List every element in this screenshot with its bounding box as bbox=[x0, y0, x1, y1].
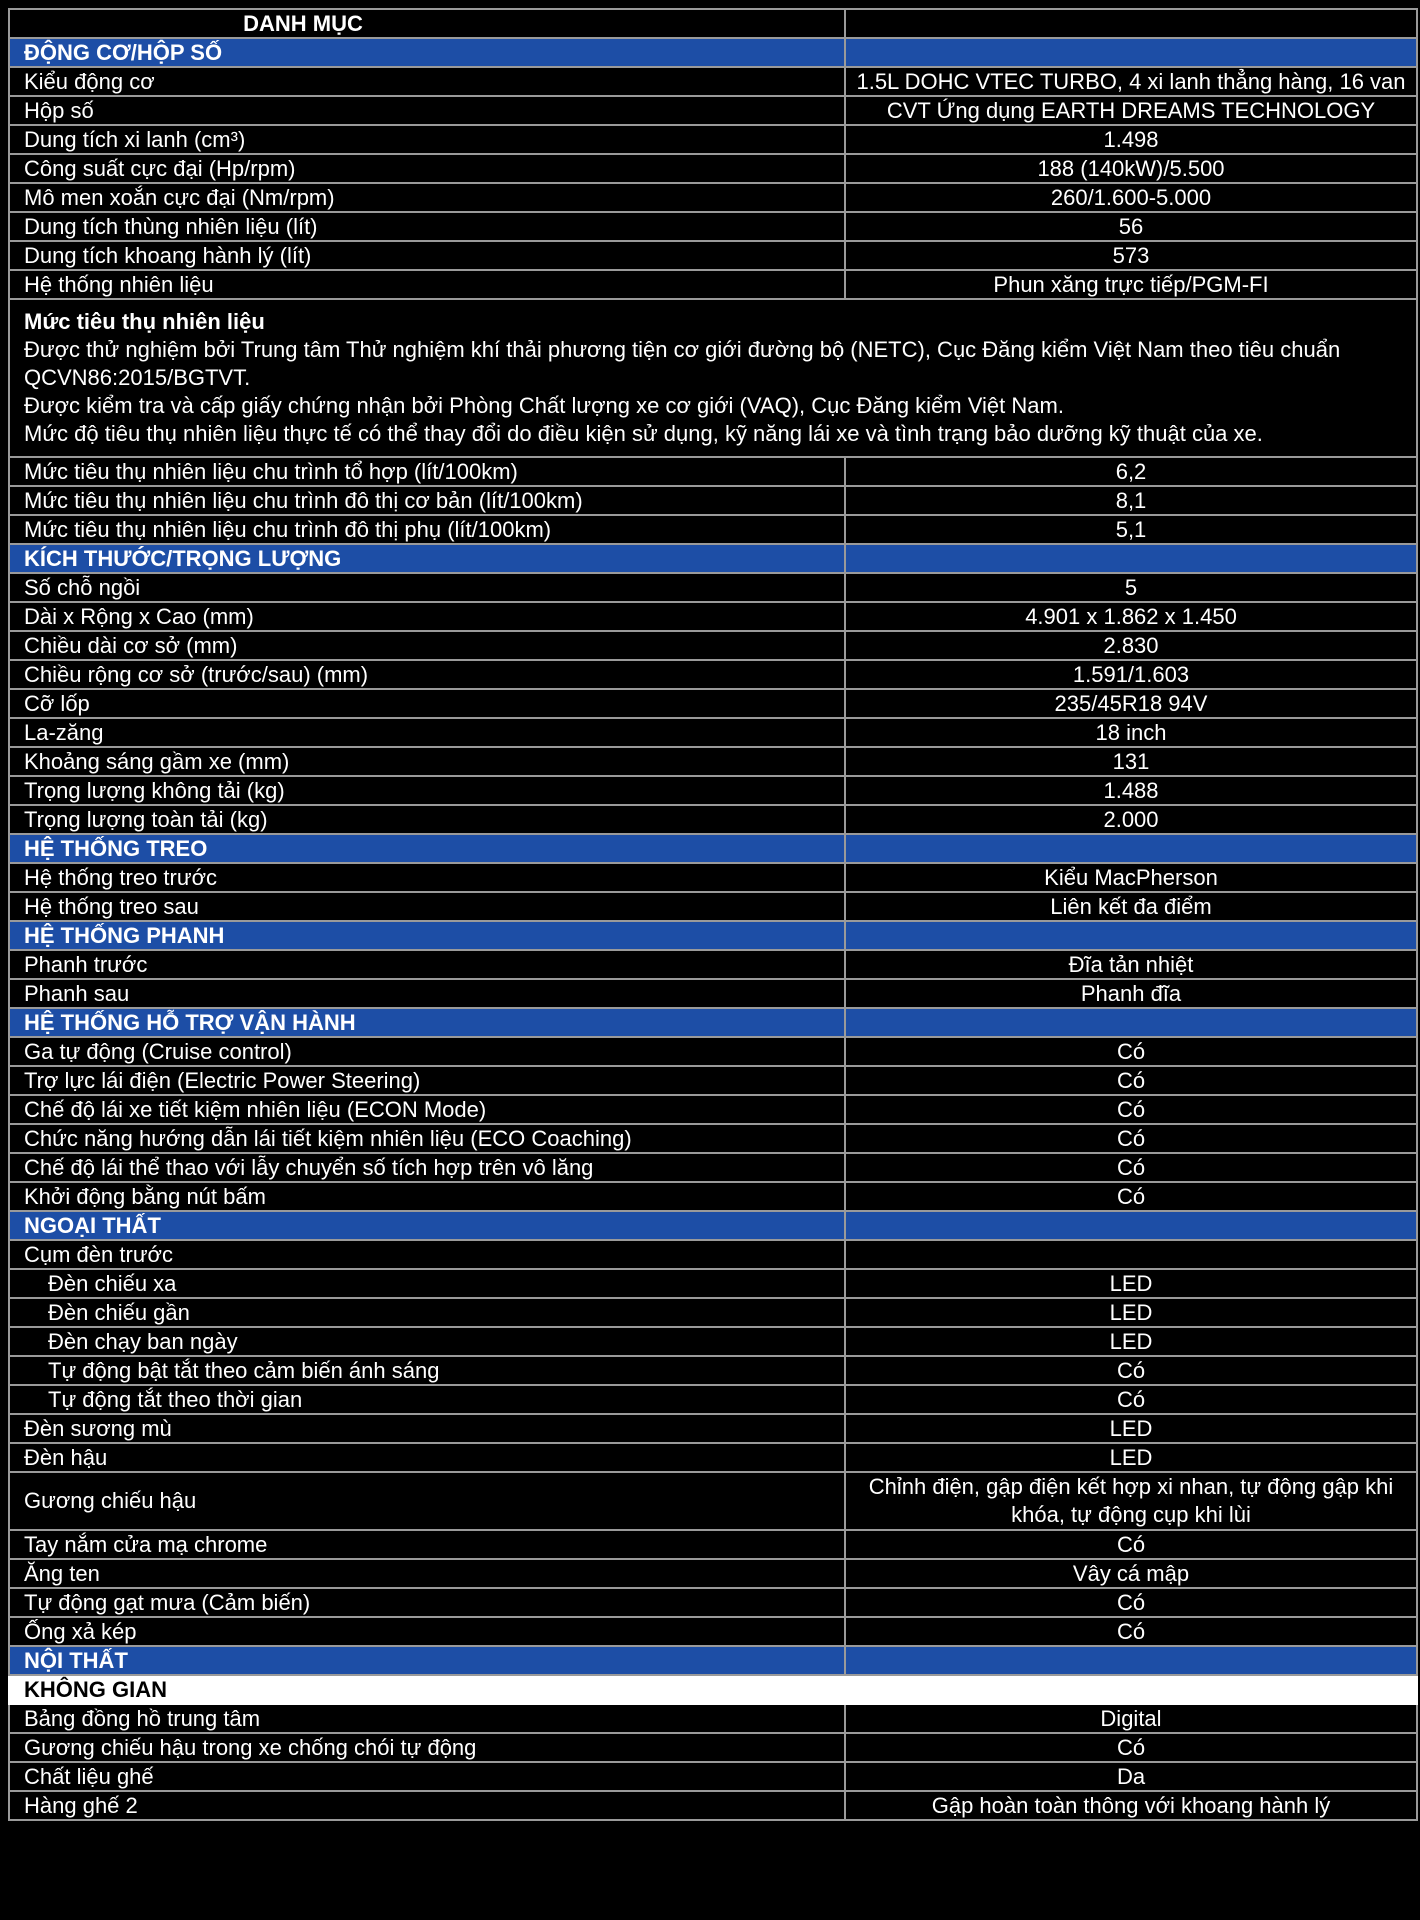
spec-row bbox=[9, 1791, 1417, 1820]
spec-value: 4.901 x 1.862 x 1.450 bbox=[845, 602, 1417, 631]
spec-label: Chế độ lái thể thao với lẫy chuyển số tích hợp trên vô lăng bbox=[9, 1153, 845, 1182]
spec-value: 260/1.600-5.000 bbox=[845, 183, 1417, 212]
spec-row bbox=[9, 154, 1417, 183]
spec-label: Chiều rộng cơ sở (trước/sau) (mm) bbox=[9, 660, 845, 689]
spec-label: Phanh trước bbox=[9, 950, 845, 979]
spec-label: Mức tiêu thụ nhiên liệu chu trình đô thị phụ (lít/100km) bbox=[9, 515, 845, 544]
fuel-note-line: Được thử nghiệm bởi Trung tâm Thử nghiệm khí thải phương tiện cơ giới đường bộ (NETC), Cục Đăng kiểm Việt Nam theo tiêu chuẩn QCVN86:2015/BGTVT. bbox=[24, 337, 1341, 390]
section-title: KÍCH THƯỚC/TRỌNG LƯỢNG bbox=[9, 544, 845, 573]
spec-row bbox=[9, 67, 1417, 96]
spec-row bbox=[9, 1559, 1417, 1588]
spec-value: Có bbox=[845, 1617, 1417, 1646]
spec-label: Gương chiếu hậu bbox=[9, 1472, 845, 1530]
spec-value: 235/45R18 94V bbox=[845, 689, 1417, 718]
section-title: NGOẠI THẤT bbox=[9, 1211, 845, 1240]
spec-label: Gương chiếu hậu trong xe chống chói tự động bbox=[9, 1733, 845, 1762]
section-value-cell bbox=[845, 1646, 1417, 1675]
spec-label: Trợ lực lái điện (Electric Power Steering) bbox=[9, 1066, 845, 1095]
spec-label: Tự động tắt theo thời gian bbox=[9, 1385, 845, 1414]
spec-label: Đèn hậu bbox=[9, 1443, 845, 1472]
spec-value: Có bbox=[845, 1182, 1417, 1211]
section-title: HỆ THỐNG HỖ TRỢ VẬN HÀNH bbox=[9, 1008, 845, 1037]
spec-value: 6,2 bbox=[845, 457, 1417, 486]
spec-row bbox=[9, 1269, 1417, 1298]
spec-label: Cỡ lốp bbox=[9, 689, 845, 718]
section-value-cell bbox=[845, 834, 1417, 863]
section-value-cell bbox=[845, 544, 1417, 573]
spec-value: 1.498 bbox=[845, 125, 1417, 154]
spec-row bbox=[9, 1443, 1417, 1472]
spec-row bbox=[9, 718, 1417, 747]
spec-row bbox=[9, 1124, 1417, 1153]
spec-value: Có bbox=[845, 1066, 1417, 1095]
spec-value: Phun xăng trực tiếp/PGM-FI bbox=[845, 270, 1417, 299]
spec-value: Có bbox=[845, 1385, 1417, 1414]
spec-value: Có bbox=[845, 1530, 1417, 1559]
spec-label: Tay nắm cửa mạ chrome bbox=[9, 1530, 845, 1559]
spec-row bbox=[9, 212, 1417, 241]
section-header-row bbox=[9, 1646, 1417, 1675]
section-value-cell bbox=[845, 921, 1417, 950]
spec-value: 8,1 bbox=[845, 486, 1417, 515]
spec-value: Có bbox=[845, 1095, 1417, 1124]
spec-label: La-zăng bbox=[9, 718, 845, 747]
spec-label: Chế độ lái xe tiết kiệm nhiên liệu (ECON Mode) bbox=[9, 1095, 845, 1124]
spec-row bbox=[9, 1240, 1417, 1269]
spec-value: CVT Ứng dụng EARTH DREAMS TECHNOLOGY bbox=[845, 96, 1417, 125]
spec-value: 56 bbox=[845, 212, 1417, 241]
section-header-row bbox=[9, 921, 1417, 950]
section-header-row bbox=[9, 1008, 1417, 1037]
spec-label: Đèn chạy ban ngày bbox=[9, 1327, 845, 1356]
spec-label: Dung tích thùng nhiên liệu (lít) bbox=[9, 212, 845, 241]
spec-row bbox=[9, 602, 1417, 631]
spec-row bbox=[9, 1182, 1417, 1211]
spec-label: Trọng lượng không tải (kg) bbox=[9, 776, 845, 805]
spec-value: Chỉnh điện, gập điện kết hợp xi nhan, tự động gập khi khóa, tự động cụp khi lùi bbox=[845, 1472, 1417, 1530]
spec-label: Cụm đèn trước bbox=[9, 1240, 845, 1269]
spec-value: LED bbox=[845, 1443, 1417, 1472]
spec-label: Tự động gạt mưa (Cảm biến) bbox=[9, 1588, 845, 1617]
spec-row bbox=[9, 1327, 1417, 1356]
spec-row bbox=[9, 631, 1417, 660]
spec-row bbox=[9, 1617, 1417, 1646]
spec-row bbox=[9, 1037, 1417, 1066]
spec-label: Dung tích xi lanh (cm³) bbox=[9, 125, 845, 154]
spec-row bbox=[9, 1385, 1417, 1414]
section-header-row bbox=[9, 38, 1417, 67]
spec-row bbox=[9, 1153, 1417, 1182]
spec-label: Hệ thống nhiên liệu bbox=[9, 270, 845, 299]
section-title: ĐỘNG CƠ/HỘP SỐ bbox=[9, 38, 845, 67]
spec-row bbox=[9, 125, 1417, 154]
spec-row bbox=[9, 689, 1417, 718]
spec-value: 1.591/1.603 bbox=[845, 660, 1417, 689]
spec-value: Có bbox=[845, 1356, 1417, 1385]
spec-row bbox=[9, 1704, 1417, 1733]
spec-row bbox=[9, 1066, 1417, 1095]
section-header-row bbox=[9, 834, 1417, 863]
spec-row bbox=[9, 805, 1417, 834]
spec-label: Hộp số bbox=[9, 96, 845, 125]
fuel-note-line: Được kiểm tra và cấp giấy chứng nhận bởi Phòng Chất lượng xe cơ giới (VAQ), Cục Đăng kiểm Việt Nam. bbox=[24, 393, 1064, 418]
spec-label: Dung tích khoang hành lý (lít) bbox=[9, 241, 845, 270]
section-value-cell bbox=[845, 38, 1417, 67]
spec-label: Phanh sau bbox=[9, 979, 845, 1008]
spec-value: 1.5L DOHC VTEC TURBO, 4 xi lanh thẳng hàng, 16 van bbox=[845, 67, 1417, 96]
table-header-row bbox=[9, 9, 1417, 38]
spec-value: Da bbox=[845, 1762, 1417, 1791]
spec-label: Khoảng sáng gầm xe (mm) bbox=[9, 747, 845, 776]
spec-label: Ống xả kép bbox=[9, 1617, 845, 1646]
section-value-cell bbox=[845, 1211, 1417, 1240]
spec-row bbox=[9, 270, 1417, 299]
spec-label: Hàng ghế 2 bbox=[9, 1791, 845, 1820]
section-title: KHÔNG GIAN bbox=[9, 1675, 845, 1704]
spec-value: 2.000 bbox=[845, 805, 1417, 834]
spec-label: Đèn sương mù bbox=[9, 1414, 845, 1443]
spec-label: Kiểu động cơ bbox=[9, 67, 845, 96]
header-title: DANH MỤC bbox=[9, 9, 845, 38]
spec-row bbox=[9, 515, 1417, 544]
spec-label: Đèn chiếu xa bbox=[9, 1269, 845, 1298]
spec-value: Liên kết đa điểm bbox=[845, 892, 1417, 921]
spec-label: Bảng đồng hồ trung tâm bbox=[9, 1704, 845, 1733]
spec-value bbox=[845, 1240, 1417, 1269]
spec-value: 573 bbox=[845, 241, 1417, 270]
section-title: HỆ THỐNG TREO bbox=[9, 834, 845, 863]
spec-value: Có bbox=[845, 1153, 1417, 1182]
spec-row bbox=[9, 1356, 1417, 1385]
spec-row bbox=[9, 1298, 1417, 1327]
spec-label: Ăng ten bbox=[9, 1559, 845, 1588]
spec-label: Đèn chiếu gần bbox=[9, 1298, 845, 1327]
spec-row bbox=[9, 1733, 1417, 1762]
spec-value: Vây cá mập bbox=[845, 1559, 1417, 1588]
spec-label: Ga tự động (Cruise control) bbox=[9, 1037, 845, 1066]
spec-row bbox=[9, 457, 1417, 486]
spec-label: Dài x Rộng x Cao (mm) bbox=[9, 602, 845, 631]
spec-row bbox=[9, 183, 1417, 212]
fuel-note-line: Mức độ tiêu thụ nhiên liệu thực tế có thể thay đổi do điều kiện sử dụng, kỹ năng lái xe và tình trạng bảo dưỡng kỹ thuật của xe. bbox=[24, 421, 1263, 446]
spec-label: Mức tiêu thụ nhiên liệu chu trình tổ hợp (lít/100km) bbox=[9, 457, 845, 486]
spec-row bbox=[9, 1472, 1417, 1530]
spec-label: Trọng lượng toàn tải (kg) bbox=[9, 805, 845, 834]
spec-row bbox=[9, 1095, 1417, 1124]
fuel-note-title: Mức tiêu thụ nhiên liệu bbox=[24, 309, 265, 334]
spec-value: 18 inch bbox=[845, 718, 1417, 747]
spec-label: Chiều dài cơ sở (mm) bbox=[9, 631, 845, 660]
spec-value: 131 bbox=[845, 747, 1417, 776]
spec-value: LED bbox=[845, 1414, 1417, 1443]
spec-row bbox=[9, 1414, 1417, 1443]
spec-value: Có bbox=[845, 1588, 1417, 1617]
fuel-note-row bbox=[9, 299, 1417, 457]
spec-value: 188 (140kW)/5.500 bbox=[845, 154, 1417, 183]
section-title: HỆ THỐNG PHANH bbox=[9, 921, 845, 950]
spec-row bbox=[9, 892, 1417, 921]
spec-label: Hệ thống treo trước bbox=[9, 863, 845, 892]
section-header-row bbox=[9, 1675, 1417, 1704]
section-value-cell bbox=[845, 1008, 1417, 1037]
spec-row bbox=[9, 486, 1417, 515]
spec-value: Kiểu MacPherson bbox=[845, 863, 1417, 892]
spec-value: Có bbox=[845, 1037, 1417, 1066]
spec-value: LED bbox=[845, 1269, 1417, 1298]
spec-value: 1.488 bbox=[845, 776, 1417, 805]
spec-row bbox=[9, 776, 1417, 805]
spec-value: LED bbox=[845, 1327, 1417, 1356]
spec-label: Mô men xoắn cực đại (Nm/rpm) bbox=[9, 183, 845, 212]
spec-row bbox=[9, 1530, 1417, 1559]
spec-row bbox=[9, 573, 1417, 602]
spec-label: Chất liệu ghế bbox=[9, 1762, 845, 1791]
spec-row bbox=[9, 660, 1417, 689]
spec-value: LED bbox=[845, 1298, 1417, 1327]
spec-value: Phanh đĩa bbox=[845, 979, 1417, 1008]
spec-label: Tự động bật tắt theo cảm biến ánh sáng bbox=[9, 1356, 845, 1385]
header-value bbox=[845, 9, 1417, 38]
spec-row bbox=[9, 241, 1417, 270]
spec-value: 5,1 bbox=[845, 515, 1417, 544]
spec-row bbox=[9, 979, 1417, 1008]
spec-label: Khởi động bằng nút bấm bbox=[9, 1182, 845, 1211]
spec-value: Có bbox=[845, 1124, 1417, 1153]
spec-value: Có bbox=[845, 1733, 1417, 1762]
spec-label: Mức tiêu thụ nhiên liệu chu trình đô thị cơ bản (lít/100km) bbox=[9, 486, 845, 515]
section-value-cell bbox=[845, 1675, 1417, 1704]
spec-label: Chức năng hướng dẫn lái tiết kiệm nhiên liệu (ECO Coaching) bbox=[9, 1124, 845, 1153]
spec-label: Hệ thống treo sau bbox=[9, 892, 845, 921]
spec-row bbox=[9, 747, 1417, 776]
spec-value: Đĩa tản nhiệt bbox=[845, 950, 1417, 979]
section-header-row bbox=[9, 544, 1417, 573]
spec-value: 2.830 bbox=[845, 631, 1417, 660]
spec-row bbox=[9, 950, 1417, 979]
section-title: NỘI THẤT bbox=[9, 1646, 845, 1675]
spec-row bbox=[9, 1762, 1417, 1791]
spec-label: Công suất cực đại (Hp/rpm) bbox=[9, 154, 845, 183]
spec-row bbox=[9, 96, 1417, 125]
spec-value: Digital bbox=[845, 1704, 1417, 1733]
section-header-row bbox=[9, 1211, 1417, 1240]
spec-value: 5 bbox=[845, 573, 1417, 602]
spec-table bbox=[8, 8, 1418, 1821]
spec-row bbox=[9, 863, 1417, 892]
spec-value: Gập hoàn toàn thông với khoang hành lý bbox=[845, 1791, 1417, 1820]
spec-label: Số chỗ ngồi bbox=[9, 573, 845, 602]
spec-row bbox=[9, 1588, 1417, 1617]
fuel-note-cell bbox=[9, 299, 1417, 457]
